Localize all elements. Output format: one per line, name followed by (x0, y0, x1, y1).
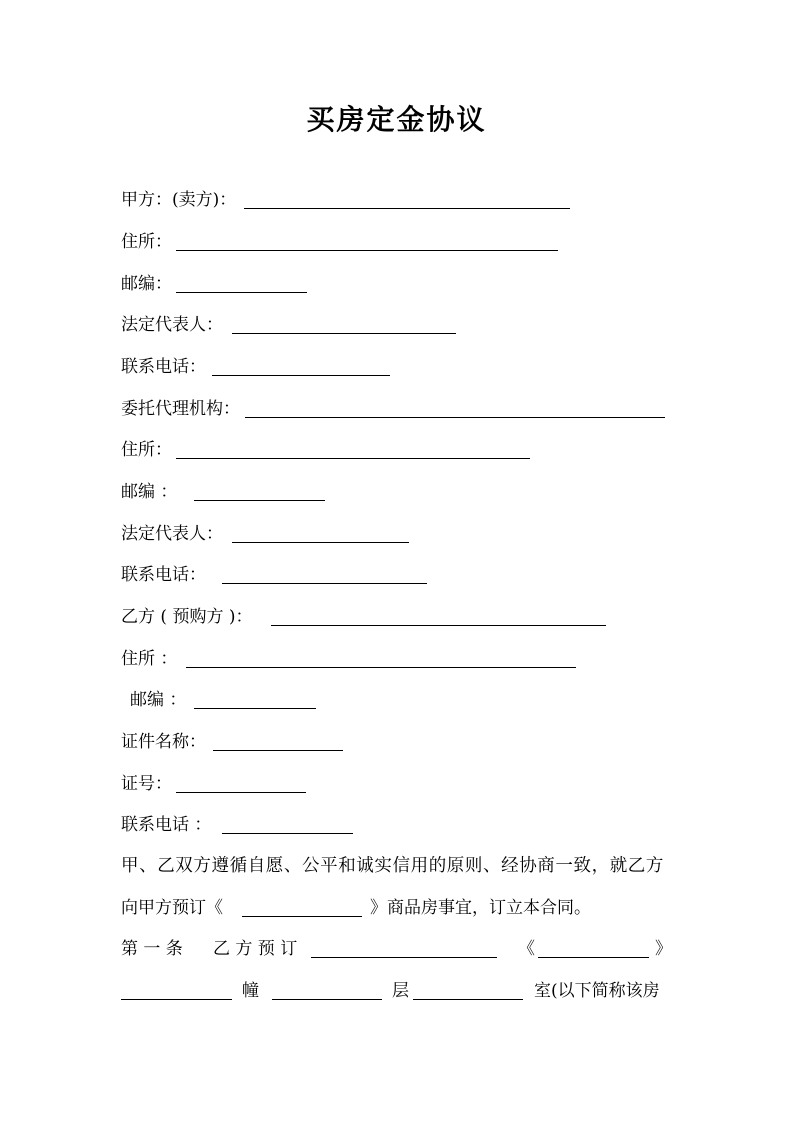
agency-blank[interactable] (245, 417, 665, 418)
agency-postcode-blank[interactable] (194, 500, 325, 501)
article-1-floor-label: 层 (392, 981, 409, 1001)
agency-phone-label: 联系电话： (121, 565, 206, 585)
party-a-postcode-label: 邮编： (121, 274, 172, 294)
party-a-postcode-blank[interactable] (176, 292, 307, 293)
preamble-line-2-start: 向甲方预订《 (121, 898, 223, 918)
article-1-floor-blank[interactable] (272, 999, 382, 1000)
article-1-label: 第 一 条 (121, 939, 183, 959)
party-a-label: 甲方：(卖方)： (121, 190, 237, 210)
article-1-name-blank[interactable] (538, 957, 649, 958)
agency-address-blank[interactable] (176, 458, 530, 459)
party-b-phone-label: 联系电话 ： (121, 815, 212, 835)
party-a-address-label: 住所： (121, 232, 172, 252)
party-a-phone-label: 联系电话： (121, 357, 206, 377)
agency-phone-blank[interactable] (222, 583, 427, 584)
project-name-blank[interactable] (242, 916, 362, 917)
party-a-phone-blank[interactable] (212, 375, 390, 376)
agency-label: 委托代理机构： (121, 399, 240, 419)
preamble-line-2-end: 》商品房事宜，订立本合同。 (370, 898, 591, 918)
party-b-id-type-label: 证件名称： (121, 732, 206, 752)
party-b-id-number-blank[interactable] (176, 792, 306, 793)
article-1-open-quote: 《 (518, 939, 535, 959)
article-1-building-blank[interactable] (121, 999, 232, 1000)
party-a-legal-rep-blank[interactable] (232, 333, 456, 334)
party-b-address-blank[interactable] (186, 667, 576, 668)
party-b-phone-blank[interactable] (222, 833, 353, 834)
article-1-close-quote: 》 (655, 939, 672, 959)
article-1-room-label: 室(以下简称该房 (534, 981, 660, 1001)
party-b-blank[interactable] (271, 625, 606, 626)
party-a-legal-rep-label: 法定代表人： (121, 315, 223, 335)
agency-postcode-label: 邮编 ： (121, 482, 178, 502)
document-title: 买房定金协议 (306, 103, 487, 136)
article-1-room-blank[interactable] (413, 999, 523, 1000)
party-b-id-type-blank[interactable] (213, 750, 343, 751)
party-a-address-blank[interactable] (176, 250, 558, 251)
article-1-text: 乙 方 预 订 (213, 939, 298, 959)
party-b-label: 乙方 ( 预购方 )： (121, 607, 253, 627)
party-b-postcode-label: 邮编 ： (130, 690, 187, 710)
agency-address-label: 住所： (121, 440, 172, 460)
party-b-id-number-label: 证号： (121, 774, 172, 794)
party-a-blank[interactable] (244, 208, 570, 209)
party-b-address-label: 住所 ： (121, 649, 178, 669)
article-1-building-label: 幢 (242, 981, 259, 1001)
agency-legal-rep-blank[interactable] (232, 542, 409, 543)
preamble-line-1: 甲、乙双方遵循自愿、公平和诚实信用的原则、经协商一致，就乙方 (121, 856, 664, 876)
party-b-postcode-blank[interactable] (194, 708, 316, 709)
agency-legal-rep-label: 法定代表人： (121, 524, 223, 544)
article-1-project-blank[interactable] (311, 957, 497, 958)
